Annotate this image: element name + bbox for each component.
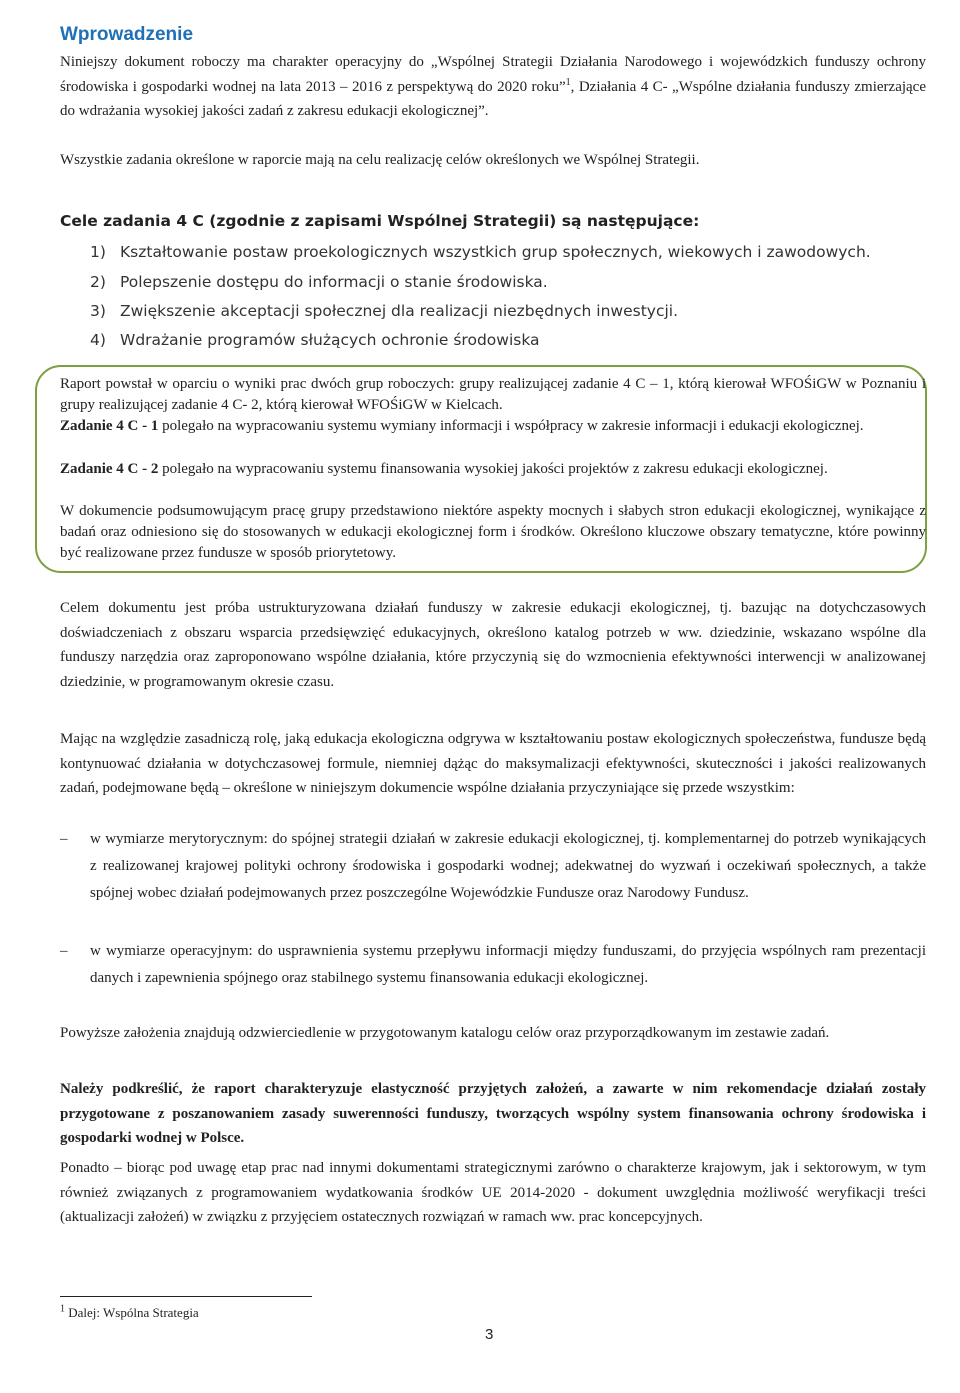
goal-item: 3) Zwiększenie akceptacji społecznej dla realizacji niezbędnych inwestycji. <box>90 302 679 320</box>
intro-paragraph-2: Wszystkie zadania określone w raporcie mają na celu realizację celów określonych we Wspólnej Strategii. <box>60 152 700 168</box>
bullet-item: – w wymiarze merytorycznym: do spójnej strategii działań w zakresie edukacji ekologicznej, tj. komplementarnej do potrzeb wynikających z realizowanej krajowej polityki ochrony środowiska i gospodarki wodnej; adekwatnej do wyzwań i oczekiwań społecznych, a także spójnej wobec działań podejmowanych przez poszczególne Wojewódzkie Fundusze oraz Narodowy Fundusz. <box>60 831 926 901</box>
footnote-rule <box>60 1296 312 1297</box>
goal-item: 1) Kształtowanie postaw proekologicznych wszystkich grup społecznych, wiekowych i zawodowych. <box>90 243 871 261</box>
paragraph-majac: Mając na względzie zasadniczą rolę, jaką edukacja ekologiczna odgrywa w kształtowaniu postaw ekologicznych społeczeństwa, fundusze będą kontynuować działania w dotychczasowej formule, niemniej dążąc do maksymalizacji efektywności, skuteczności i jakości realizowanych zadań, podejmowane będą – określone w niniejszym dokumencie wspólne działania przyczyniające się przede wszystkim: <box>60 731 926 796</box>
box-paragraph-4: W dokumencie podsumowującym pracę grupy przedstawiono niektóre aspekty mocnych i słabych stron edukacji ekologicznej, wynikające z badań oraz odniesiono się do stosowanych w edukacji ekologicznej form i środków. Określono kluczowe obszary tematyczne, które powinny być realizowane przez fundusze w sposób priorytetowy. <box>60 503 926 561</box>
goal-item: 4) Wdrażanie programów służących ochronie środowiska <box>90 331 540 349</box>
paragraph-celem: Celem dokumentu jest próba ustrukturyzowana działań funduszy w zakresie edukacji ekologicznej, tj. bazując na dotychczasowych doświadczeniach z obszaru wsparcia przedsięwzięć edukacyjnych, określono katalog potrzeb w ww. dziedzinie, wskazano wspólne dla funduszy narzędzia oraz zaproponowano wspólne działania, które przyczynią się do wzmocnienia efektywności interwencji w analizowanej dziedzinie, w programowanym okresie czasu. <box>60 600 926 690</box>
paragraph-powyzsze: Powyższe założenia znajdują odzwierciedlenie w przygotowanym katalogu celów oraz przyporządkowanym im zestawie zadań. <box>60 1025 830 1041</box>
paragraph-nalezy: Należy podkreślić, że raport charakteryzuje elastyczność przyjętych założeń, a zawarte w nim rekomendacje działań zostały przygotowane z poszanowaniem zasady suwerenności funduszy, tworzących wspólny system finansowania ochrony środowiska i gospodarki wodnej w Polsce. <box>60 1081 926 1146</box>
bullet-item: – w wymiarze operacyjnym: do usprawnienia systemu przepływu informacji między funduszami, do przyjęcia wspólnych ram prezentacji danych i zapewnienia spójnego oraz stabilnego systemu finansowania edukacji ekologicznej. <box>60 943 926 986</box>
section-heading: Wprowadzenie <box>60 24 194 45</box>
intro-text-b: , Działania 4 C- „Wspólne działania funduszy zmierzające do wdrażania wysokiej jakości zadań z zakresu edukacji ekologicznej”. <box>60 78 926 119</box>
box-paragraph-3: Zadanie 4 C - 2 polegało na wypracowaniu systemu finansowania wysokiej jakości projektów z zakresu edukacji ekologicznej. <box>60 461 828 477</box>
intro-paragraph <box>60 50 926 124</box>
paragraph-ponadto: Ponadto – biorąc pod uwagę etap prac nad innymi dokumentami strategicznymi zarówno o charakterze krajowym, jak i sektorowym, w tym również związanych z programowaniem wydatkowania środków UE 2014-2020 - dokument uwzględnia możliwość weryfikacji treści (aktualizacji założeń) w związku z przyjęciem ostatecznych rozwiązań w ramach ww. prac koncepcyjnych. <box>60 1160 926 1225</box>
footnote-ref: 1 <box>565 76 571 88</box>
box-paragraph-1: Raport powstał w oparciu o wyniki prac dwóch grup roboczych: grupy realizującej zadanie 4 C – 1, którą kierował WFOŚiGW w Poznaniu i grupy realizującej zadanie 4 C- 2, którą kierował WFOŚiGW w Kielcach. <box>60 376 926 413</box>
goal-item: 2) Polepszenie dostępu do informacji o stanie środowiska. <box>90 273 548 291</box>
footnote: $^1$ Dalej: Wspólna Strategia <box>60 1303 199 1320</box>
page-number: 3 <box>485 1326 494 1343</box>
intro-text-a: Niniejszy dokument roboczy ma charakter operacyjny do „Wspólnej Strategii Działania Narodowego i wojewódzkich funduszy ochrony środowiska i gospodarki wodnej na lata 2013 – 2016 z perspektywą do 2020 roku” <box>60 54 926 95</box>
box-paragraph-2: Zadanie 4 C - 1 polegało na wypracowaniu systemu wymiany informacji i współpracy w zakresie informacji i edukacji ekologicznej. <box>60 418 864 434</box>
goals-title: Cele zadania 4 C (zgodnie z zapisami Wspólnej Strategii) są następujące: <box>60 212 700 230</box>
